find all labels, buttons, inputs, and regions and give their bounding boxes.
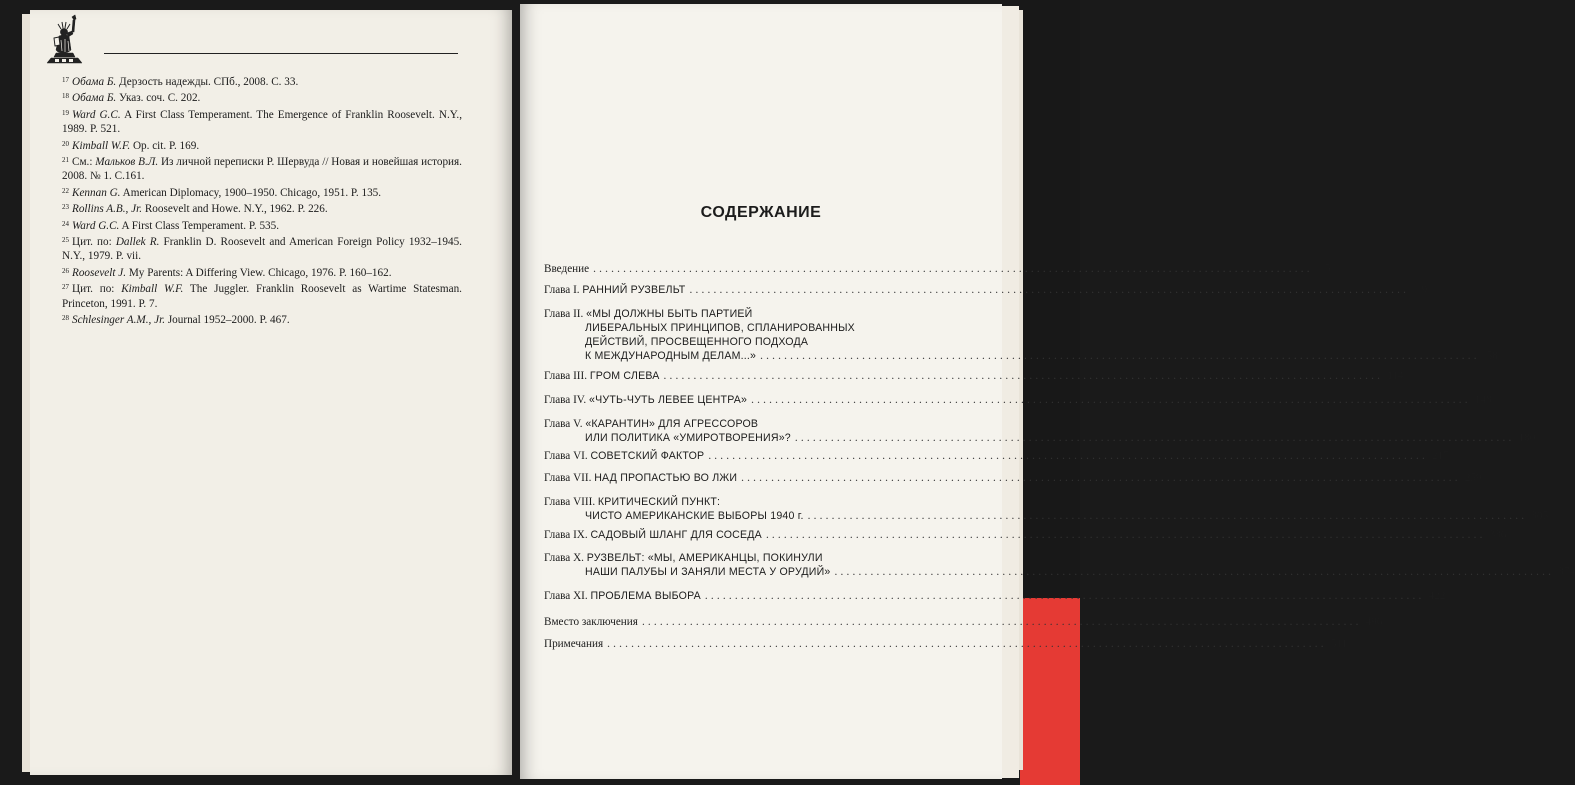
endnote-number: 23 bbox=[62, 203, 69, 212]
endnote-number: 26 bbox=[62, 266, 69, 275]
toc-entry bbox=[544, 615, 1383, 629]
endnote-number: 27 bbox=[62, 283, 69, 292]
endnote-text: Цит. по: bbox=[72, 236, 116, 249]
toc-leader-dots: ........................................................................................................................ bbox=[741, 472, 1461, 484]
endnote-author: Roosevelt J. bbox=[72, 266, 127, 279]
toc-page-number: 422 bbox=[1428, 590, 1446, 602]
endnote-number: 28 bbox=[62, 314, 69, 323]
toc-entry-prefix: Введение bbox=[544, 263, 590, 275]
toc-entry-prefix: Глава II. bbox=[544, 308, 584, 320]
toc-entry-title: «ЧУТЬ-ЧУТЬ ЛЕВЕЕ ЦЕНТРА» bbox=[589, 394, 748, 406]
toc-entry-prefix: Глава IX. bbox=[544, 529, 588, 541]
toc-page-number: 114 bbox=[1387, 370, 1404, 382]
endnote-text: American Diplomacy, 1900–1950. Chicago, 1951. P. 135. bbox=[120, 186, 382, 199]
endnote bbox=[62, 217, 462, 233]
statue-of-liberty-icon bbox=[42, 14, 98, 66]
endnote-author: Kimball W.F. bbox=[121, 283, 184, 296]
toc-page-number: 9 bbox=[1421, 284, 1428, 296]
endnote-author: Kennan G. bbox=[72, 186, 121, 199]
toc-entry-prefix: Глава IV. bbox=[544, 394, 587, 406]
endnote-text: A First Class Temperament. P. 535. bbox=[119, 219, 280, 232]
endnote-author: Ward G.C. bbox=[72, 108, 121, 121]
endnote-text: Roosevelt and Howe. N.Y., 1962. P. 226. bbox=[142, 203, 328, 216]
toc-entry-title: ДЕЙСТВИЙ, ПРОСВЕЩЕННОГО ПОДХОДА bbox=[585, 336, 809, 348]
toc-entry bbox=[544, 528, 1507, 542]
endnote-text: The Juggler. Franklin Roosevelt as Wartime Statesman. Princeton, 1991. P. 7. bbox=[62, 283, 462, 310]
endnote-author: Dallek R. bbox=[115, 236, 160, 249]
endnote-text: Из личной переписки Р. Шервуда // Новая и новейшая история. 2008. № 1. С.161. bbox=[62, 156, 462, 183]
endnote bbox=[62, 311, 462, 327]
toc-entry bbox=[544, 262, 1331, 276]
endnote-number: 21 bbox=[62, 156, 69, 165]
endnote bbox=[62, 153, 462, 184]
endnote bbox=[62, 264, 462, 280]
toc-entry-prefix: Глава I. bbox=[544, 284, 580, 296]
endnote-author: Schlesinger A.M., Jr. bbox=[72, 314, 166, 327]
toc-entry-prefix: Глава V. bbox=[544, 418, 583, 430]
toc-entry-title: ГРОМ СЛЕВА bbox=[589, 370, 660, 382]
toc-entry bbox=[544, 637, 1348, 651]
toc-page-number: 511 bbox=[1330, 638, 1348, 650]
endnote-author: Rollins A.B., Jr. bbox=[72, 203, 143, 216]
toc-entry bbox=[544, 495, 1549, 523]
endnote bbox=[62, 137, 462, 153]
toc-entry-title: НАШИ ПАЛУБЫ И ЗАНЯЛИ МЕСТА У ОРУДИЙ» bbox=[585, 566, 831, 578]
toc-entry-title: РУЗВЕЛЬТ: «МЫ, АМЕРИКАНЦЫ, ПОКИНУЛИ bbox=[586, 552, 823, 564]
toc-entry bbox=[544, 449, 1449, 463]
toc-entry bbox=[544, 417, 1536, 445]
endnote-author: Ward G.C. bbox=[72, 219, 120, 232]
toc-entry bbox=[544, 283, 1428, 297]
toc-entry-title: К МЕЖДУНАРОДНЫМ ДЕЛАМ...» bbox=[585, 350, 757, 362]
endnote bbox=[62, 184, 462, 200]
endnote-number: 25 bbox=[62, 236, 69, 245]
toc-entry bbox=[544, 369, 1404, 383]
endnote bbox=[62, 89, 462, 105]
toc-leader-dots: ........................................................................................................................ bbox=[704, 590, 1425, 602]
toc-leader-dots: ........................................................................................................................ bbox=[708, 450, 1428, 462]
toc-leader-dots: ........................................................................................................................ bbox=[834, 566, 1555, 578]
endnote-number: 17 bbox=[62, 76, 69, 84]
toc-leader-dots: ........................................................................................................................ bbox=[689, 284, 1410, 296]
toc-entry-title: КРИТИЧЕСКИЙ ПУНКТ: bbox=[597, 496, 721, 508]
endnote-text: Franklin D. Roosevelt and American Foreign Policy 1932–1945. N.Y., 1979. P. vii. bbox=[62, 236, 462, 263]
endnote-text: Указ. соч. С. 202. bbox=[116, 92, 201, 105]
endnote-author: Обама Б. bbox=[72, 76, 117, 88]
toc-entry-prefix: Вместо заключения bbox=[544, 616, 638, 628]
endnote-text: Дерзость надежды. СПб., 2008. С. 33. bbox=[116, 76, 299, 88]
toc-page-number: 58 bbox=[1486, 350, 1498, 362]
toc-entry-title: НАД ПРОПАСТЬЮ ВО ЛЖИ bbox=[594, 472, 738, 484]
toc-entry bbox=[544, 307, 1498, 363]
endnote-number: 24 bbox=[62, 219, 69, 228]
toc-entry bbox=[544, 393, 1492, 407]
endnote bbox=[62, 73, 462, 89]
toc-entry-prefix: Глава X. bbox=[544, 552, 584, 564]
endnote-author: Kimball W.F. bbox=[72, 139, 131, 152]
endnote bbox=[62, 280, 462, 311]
toc-leader-dots: ........................................................................................................................ bbox=[765, 529, 1486, 541]
toc-leader-dots: ........................................................................................................................ bbox=[593, 263, 1313, 275]
endnote-text: Цит. по: bbox=[72, 283, 122, 296]
toc-page-number: 305 bbox=[1531, 510, 1549, 522]
toc-page-number: 148 bbox=[1474, 394, 1492, 406]
endnote-number: 22 bbox=[62, 186, 69, 195]
toc-entry-prefix: Глава VIII. bbox=[544, 496, 596, 508]
toc-entry-title: «МЫ ДОЛЖНЫ БЫТЬ ПАРТИЕЙ bbox=[586, 308, 753, 320]
toc-page-number: 336 bbox=[1489, 529, 1507, 541]
endnote-author: Мальков В.Л. bbox=[95, 156, 159, 169]
toc-entry-prefix: Глава VI. bbox=[544, 450, 588, 462]
toc-entry-title: ЛИБЕРАЛЬНЫХ ПРИНЦИПОВ, СПЛАНИРОВАННЫХ bbox=[585, 322, 855, 334]
endnote-text: Op. cit. P. 169. bbox=[130, 139, 200, 152]
toc-entry bbox=[544, 589, 1446, 603]
endnote bbox=[62, 106, 462, 137]
toc-leader-dots: ........................................................................................................................ bbox=[760, 350, 1480, 362]
toc-entry-prefix: Глава XI. bbox=[544, 590, 588, 602]
toc-entry-prefix: Глава III. bbox=[544, 370, 588, 382]
toc-entry-title: РАННИЙ РУЗВЕЛЬТ bbox=[582, 284, 686, 296]
endnote-text: См.: bbox=[72, 156, 96, 169]
toc-entry-title: «КАРАНТИН» ДЛЯ АГРЕССОРОВ bbox=[585, 418, 759, 430]
toc-page-number: 259 bbox=[1464, 472, 1482, 484]
endnote-number: 18 bbox=[62, 92, 69, 101]
endnote-text: Journal 1952–2000. P. 467. bbox=[165, 314, 290, 327]
toc-leader-dots: ........................................................................................................................ bbox=[663, 370, 1384, 382]
toc-entry bbox=[544, 471, 1482, 485]
toc-entry-prefix: Глава VII. bbox=[544, 472, 592, 484]
endnotes-list bbox=[62, 73, 462, 328]
toc-title: СОДЕРЖАНИЕ bbox=[700, 204, 822, 221]
toc-entry-title: ЧИСТО АМЕРИКАНСКИЕ ВЫБОРЫ 1940 г. bbox=[585, 510, 804, 522]
toc-entry-title: ИЛИ ПОЛИТИКА «УМИРОТВОРЕНИЯ»? bbox=[585, 432, 791, 444]
endnote-number: 19 bbox=[62, 108, 69, 117]
toc-leader-dots: ........................................................................................................................ bbox=[641, 616, 1362, 628]
toc-entry-title: ПРОБЛЕМА ВЫБОРА bbox=[590, 590, 701, 602]
toc-leader-dots: ........................................................................................................................ bbox=[794, 432, 1515, 444]
endnote-text: My Parents: A Differing View. Chicago, 1976. P. 160–162. bbox=[126, 266, 392, 279]
toc-entry-title: САДОВЫЙ ШЛАНГ ДЛЯ СОСЕДА bbox=[590, 529, 762, 541]
toc-page-number: 180 bbox=[1518, 432, 1536, 444]
endnote bbox=[62, 200, 462, 216]
right-page bbox=[520, 4, 1002, 779]
endnote-author: Обама Б. bbox=[72, 92, 117, 105]
toc-page-number: 374 bbox=[1558, 566, 1575, 578]
endnote-number: 20 bbox=[62, 139, 69, 148]
right-page-edges bbox=[1000, 6, 1019, 778]
endnote-text: A First Class Temperament. The Emergence of Franklin Roosevelt. N.Y., 1989. P. 521. bbox=[62, 108, 462, 136]
toc-leader-dots: ........................................................................................................................ bbox=[751, 394, 1471, 406]
toc-entry bbox=[544, 551, 1575, 579]
toc-entry-prefix: Примечания bbox=[544, 638, 604, 650]
toc-page-number: 217 bbox=[1431, 450, 1449, 462]
toc-leader-dots: ........................................................................................................................ bbox=[607, 638, 1327, 650]
toc-page-number: 5 bbox=[1325, 263, 1331, 275]
header-rule bbox=[104, 53, 458, 54]
toc-page-number: 496 bbox=[1365, 616, 1383, 628]
toc-entry-title: СОВЕТСКИЙ ФАКТОР bbox=[590, 450, 705, 462]
endnote bbox=[62, 233, 462, 264]
toc-leader-dots: ........................................................................................................................ bbox=[807, 510, 1528, 522]
